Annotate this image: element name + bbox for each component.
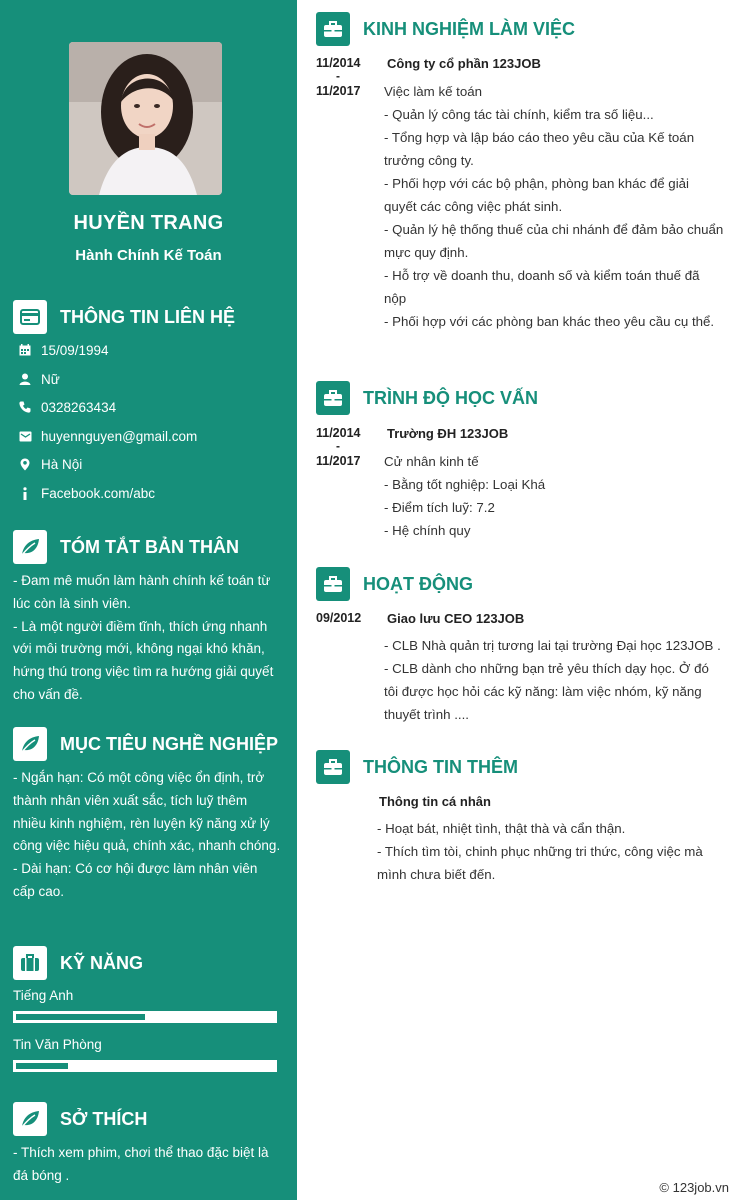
contact-location-value: Hà Nội <box>41 456 83 472</box>
activities-line: - CLB dành cho những bạn trẻ yêu thích dạy học. Ở đó tôi được học hỏi các kỹ năng: làm việc nhóm, kỹ năng thuyết trình .... <box>384 661 709 722</box>
profile-name: HUYỀN TRANG <box>73 212 224 234</box>
phone-icon <box>17 399 33 415</box>
contact-email-value[interactable]: huyennguyen@gmail.com <box>41 428 198 444</box>
profile-title: Hành Chính Kế Toán <box>75 247 222 264</box>
skills-heading <box>13 946 143 980</box>
skill-bar-office <box>13 1060 277 1072</box>
contact-email <box>17 426 197 446</box>
experience-line: - Quản lý hệ thống thuế của chi nhánh để đảm bảo chuẩn mực quy định. <box>384 222 724 260</box>
summary-heading <box>13 530 239 564</box>
skill-fill-english <box>16 1014 145 1020</box>
activities-line: - CLB Nhà quản trị tương lai tại trường Đại học 123JOB . <box>384 638 721 653</box>
activities-details <box>384 634 724 726</box>
main-content <box>297 0 739 1200</box>
info-icon <box>17 485 33 501</box>
calendar-icon <box>17 342 33 358</box>
experience-line: - Phối hợp với các phòng ban khác theo yêu cầu cụ thể. <box>384 314 715 329</box>
briefcase-icon <box>13 946 47 980</box>
experience-date-separator: - <box>336 69 340 83</box>
id-card-icon <box>13 300 47 334</box>
briefcase-icon <box>316 567 350 601</box>
experience-line: - Hỗ trợ về doanh thu, doanh số và kiểm toán thuế đã nộp <box>384 268 700 306</box>
contact-birthday-value: 15/09/1994 <box>41 342 109 358</box>
education-line: - Bằng tốt nghiệp: Loại Khá <box>384 477 546 492</box>
summary-line: - Là một người điềm tĩnh, thích ứng nhanh với môi trường mới, không ngại khó khăn, hứng thú trong việc tìm ra hướng giải quyết cho vấn đề. <box>13 618 274 702</box>
objective-line: - Dài hạn: Có cơ hội được làm nhân viên cấp cao. <box>13 861 258 899</box>
activities-event: Giao lưu CEO 123JOB <box>387 611 525 626</box>
education-date-from: 11/2014 <box>316 426 361 440</box>
experience-date-from: 11/2014 <box>316 56 361 70</box>
objective-heading-text: MỤC TIÊU NGHỀ NGHIỆP <box>60 733 279 754</box>
experience-line: - Tổng hợp và lập báo cáo theo yêu cầu của Kế toán trưởng công ty. <box>384 130 695 168</box>
summary-text <box>13 570 281 707</box>
education-date-separator: - <box>336 439 340 453</box>
contact-gender-value: Nữ <box>41 371 60 387</box>
additional-heading <box>316 750 518 784</box>
contact-heading-text: THÔNG TIN LIÊN HỆ <box>60 306 235 327</box>
experience-company: Công ty cổ phần 123JOB <box>387 56 541 71</box>
skill-bar-english <box>13 1011 277 1023</box>
activities-heading-text: HOẠT ĐỘNG <box>363 573 473 594</box>
skill-fill-office <box>16 1063 68 1069</box>
education-line: - Điểm tích luỹ: 7.2 <box>384 500 495 515</box>
sidebar <box>0 0 297 1200</box>
briefcase-icon <box>316 381 350 415</box>
contact-birthday <box>17 340 109 360</box>
additional-details <box>377 817 727 886</box>
hobbies-heading-text: SỞ THÍCH <box>60 1108 148 1129</box>
email-icon <box>17 428 33 444</box>
location-icon <box>17 456 33 472</box>
hobbies-heading <box>13 1102 147 1136</box>
profile-photo <box>69 42 222 195</box>
briefcase-icon <box>316 12 350 46</box>
additional-heading-text: THÔNG TIN THÊM <box>363 756 518 777</box>
contact-location <box>17 454 82 474</box>
additional-line: - Hoạt bát, nhiệt tình, thật thà và cẩn thận. <box>377 821 626 836</box>
briefcase-icon <box>316 750 350 784</box>
experience-line: - Phối hợp với các bộ phận, phòng ban khác để giải quyết các công việc phát sinh. <box>384 176 690 214</box>
additional-subheading: Thông tin cá nhân <box>379 794 491 809</box>
objective-line: - Ngắn hạn: Có một công việc ổn định, trở thành nhân viên xuất sắc, tích luỹ thêm nhiều kinh nghiệm, rèn luyện kỹ năng xử lý công việc hiệu quả, chính xác, nhanh chóng. <box>13 770 281 854</box>
experience-line: Việc làm kế toán <box>384 84 483 99</box>
experience-heading <box>316 12 575 46</box>
summary-line: - Đam mê muốn làm hành chính kế toán từ lúc còn là sinh viên. <box>13 573 271 611</box>
education-heading-text: TRÌNH ĐỘ HỌC VẤN <box>363 387 538 408</box>
education-details <box>384 450 724 542</box>
contact-phone <box>17 397 116 417</box>
activities-heading <box>316 567 473 601</box>
experience-line: - Quản lý công tác tài chính, kiểm tra số liệu... <box>384 107 654 122</box>
leaf-icon <box>13 1102 47 1136</box>
additional-line: - Thích tìm tòi, chinh phục những tri thức, công việc mà mình chưa biết đến. <box>377 844 703 882</box>
contact-gender <box>17 369 60 389</box>
skills-heading-text: KỸ NĂNG <box>60 952 144 973</box>
education-line: - Hệ chính quy <box>384 523 471 538</box>
contact-facebook-value[interactable]: Facebook.com/abc <box>41 485 156 501</box>
activities-date: 09/2012 <box>316 611 362 625</box>
hobbies-text: - Thích xem phim, chơi thể thao đặc biệt là đá bóng . <box>13 1145 269 1183</box>
experience-details <box>384 80 724 333</box>
leaf-icon <box>13 530 47 564</box>
summary-heading-text: TÓM TẮT BẢN THÂN <box>60 536 239 557</box>
education-heading <box>316 381 538 415</box>
user-icon <box>17 371 33 387</box>
education-line: Cử nhân kinh tế <box>384 454 479 469</box>
experience-date-to: 11/2017 <box>316 84 361 98</box>
skill-label-office: Tin Văn Phòng <box>13 1037 102 1052</box>
skill-label-english: Tiếng Anh <box>13 988 74 1003</box>
contact-heading <box>13 300 235 334</box>
objective-heading <box>13 727 278 761</box>
education-school: Trường ĐH 123JOB <box>387 426 509 441</box>
leaf-icon <box>13 727 47 761</box>
contact-phone-value: 0328263434 <box>41 399 117 415</box>
contact-facebook <box>17 483 155 503</box>
objective-text <box>13 767 281 904</box>
footer-copyright[interactable]: © 123job.vn <box>659 1180 729 1195</box>
experience-heading-text: KINH NGHIỆM LÀM VIỆC <box>363 18 576 39</box>
education-date-to: 11/2017 <box>316 454 361 468</box>
